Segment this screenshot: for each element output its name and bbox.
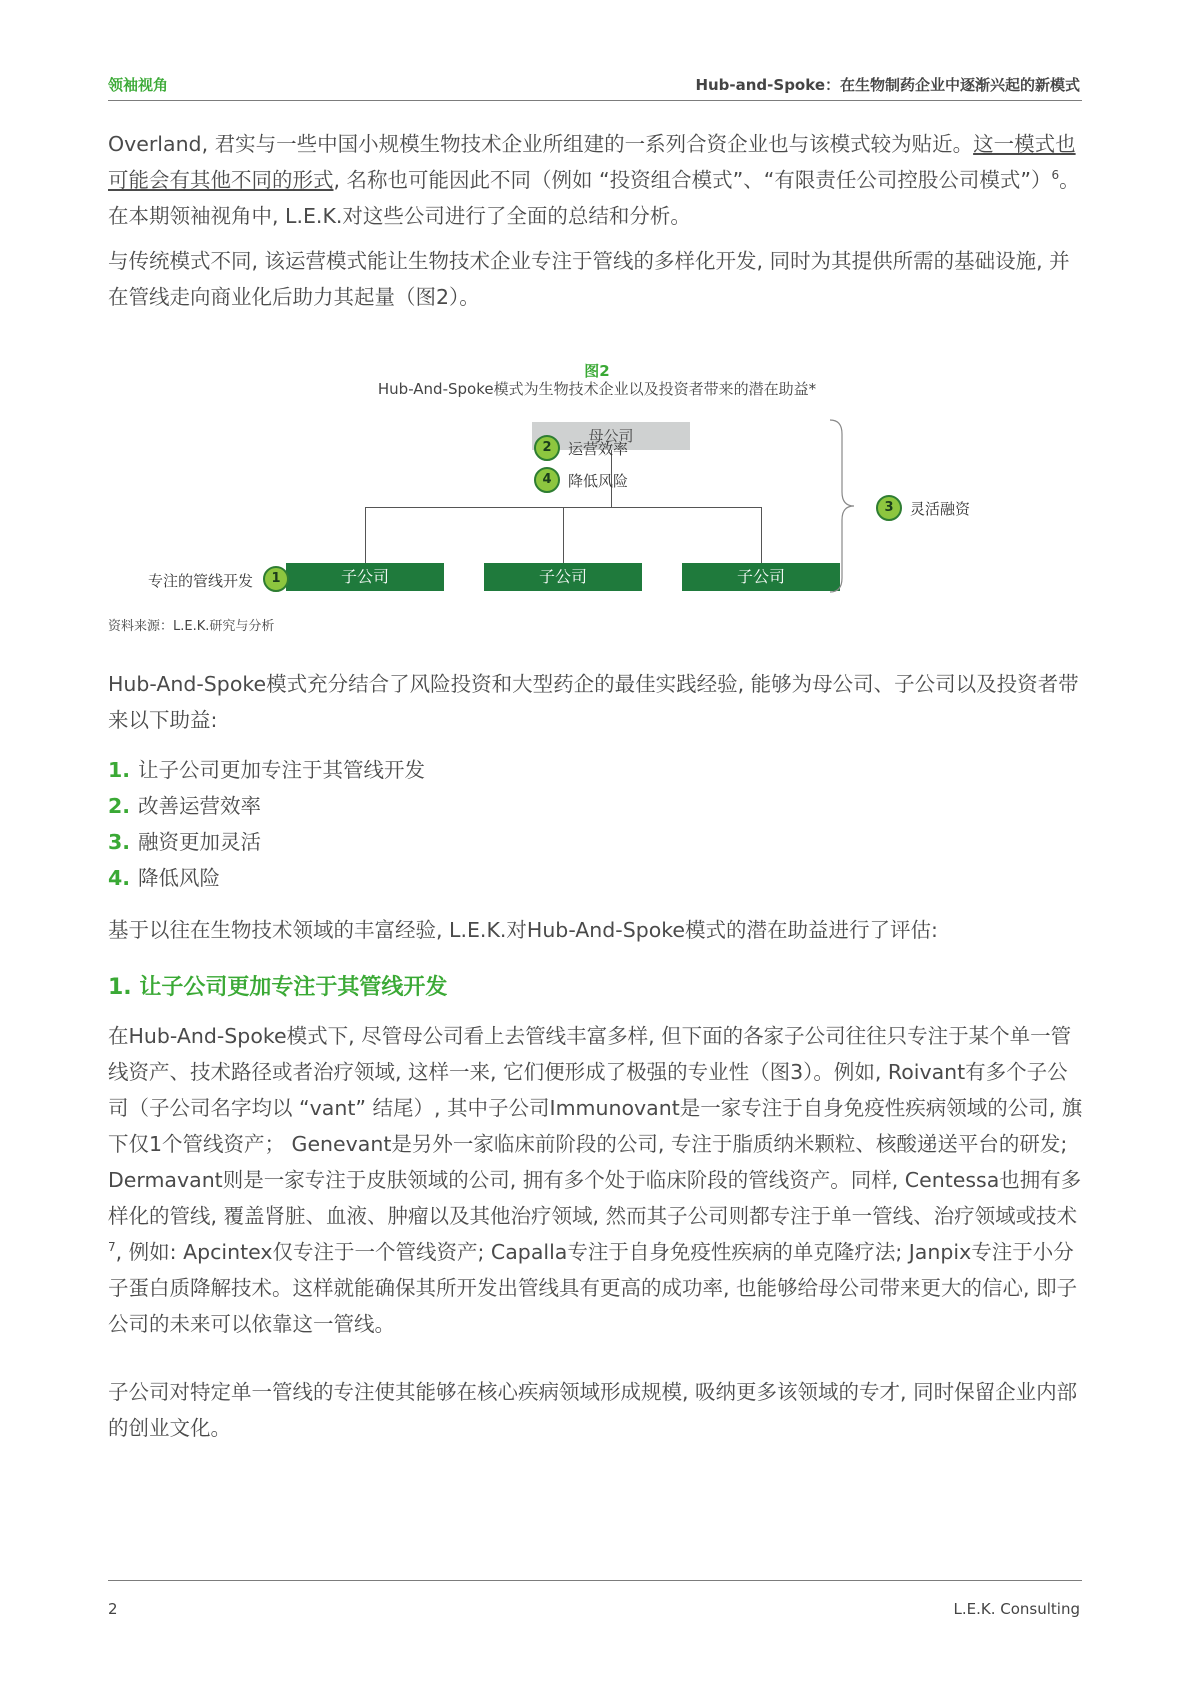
intro-paragraph-2: 与传统模式不同, 该运营模式能让生物技术企业专注于管线的多样化开发, 同时为其提供所需的基础设施, 并在管线走向商业化后助力其起量（图2）。	[108, 249, 1070, 309]
subsidiary-box-1: 子公司	[286, 563, 444, 591]
figure-2	[108, 360, 1086, 640]
benefit-ops-label: 运营效率	[568, 440, 629, 458]
footer-brand: L.E.K. Consulting	[953, 1600, 1080, 1618]
benefit-risk-label: 降低风险	[568, 472, 629, 490]
figure-number: 图2	[584, 362, 610, 380]
intro-p1-start: Overland, 君实与一些中国小规模生物技术企业所组建的一系列合资企业也与该模式较为贴近。	[108, 132, 974, 156]
connector-right	[761, 507, 762, 563]
list-number: 3.	[108, 830, 131, 854]
benefit-finance-label: 灵活融资	[910, 500, 971, 518]
subsidiary-box-3: 子公司	[682, 563, 840, 591]
right-brace	[828, 418, 868, 596]
benefits-list	[108, 752, 425, 896]
list-text: 降低风险	[138, 866, 220, 890]
footnote-ref-6: 6	[1051, 168, 1060, 183]
document-title: Hub-and-Spoke：在生物制药企业中逐渐兴起的新模式	[695, 76, 1080, 94]
connector-middle	[563, 507, 564, 563]
intro-p1-mid: , 名称也可能因此不同（例如 “投资组合模式”、“有限责任公司控股公司模式”）	[333, 168, 1052, 192]
list-number: 4.	[108, 866, 131, 890]
section-1-p1-b: , 例如: Apcintex仅专注于一个管线资产; Capalla专注于自身免疫性疾病的单克隆疗法; Janpix专注于小分子蛋白质降解技术。这样就能确保其所开发出管线具有更高的成功率, 也能够给母公司带来更大的信心, 即子公司的未来可以依靠这一管线。	[108, 1240, 1078, 1336]
section-1-paragraph-1	[108, 1018, 1086, 1342]
list-text: 改善运营效率	[138, 794, 261, 818]
section-heading-1: 1. 让子公司更加专注于其管线开发	[108, 975, 448, 1000]
figure-source: 资料来源：L.E.K.研究与分析	[108, 619, 275, 634]
benefit-2-badge: 2	[534, 435, 560, 461]
list-text: 融资更加灵活	[138, 830, 261, 854]
list-item	[108, 788, 425, 824]
intro-paragraph-1	[108, 126, 1086, 234]
list-number: 1.	[108, 758, 131, 782]
parent-company-box: 母公司	[532, 422, 690, 450]
section-1-paragraph-2: 子公司对特定单一管线的专注使其能够在核心疾病领域形成规模, 吸纳更多该领域的专才, 同时保留企业内部的创业文化。	[108, 1380, 1078, 1440]
benefit-3-badge: 3	[876, 495, 902, 521]
intro-p1-end: 。在本期领袖视角中, L.E.K.对这些公司进行了全面的总结和分析。	[108, 168, 1080, 228]
list-text: 让子公司更加专注于其管线开发	[138, 758, 425, 782]
header-divider	[108, 100, 1082, 101]
benefit-focus-label: 专注的管线开发	[148, 572, 254, 590]
list-item	[108, 752, 425, 788]
footnote-ref-7: 7	[108, 1240, 116, 1255]
list-item	[108, 824, 425, 860]
benefits-intro: Hub-And-Spoke模式充分结合了风险投资和大型药企的最佳实践经验, 能够为母公司、子公司以及投资者带来以下助益:	[108, 672, 1079, 732]
figure-title: Hub-And-Spoke模式为生物技术企业以及投资者带来的潜在助益*	[377, 380, 817, 398]
intro-p1-underlined: 这一模式也可能会有其他不同的形式	[108, 132, 1076, 192]
evaluation-intro: 基于以往在生物技术领域的丰富经验, L.E.K.对Hub-And-Spoke模式的潜在助益进行了评估:	[108, 918, 938, 942]
page-number: 2	[108, 1600, 118, 1618]
subsidiary-box-2: 子公司	[484, 563, 642, 591]
benefit-4-badge: 4	[534, 467, 560, 493]
footer-divider	[108, 1580, 1082, 1581]
section-1-p1-a: 在Hub-And-Spoke模式下, 尽管母公司看上去管线丰富多样, 但下面的各家子公司往往只专注于某个单一管线资产、技术路径或者治疗领域, 这样一来, 它们便形成了极强的专业性（图3）。例如, Roivant有多个子公司（子公司名字均以 “vant” 结尾）, 其中子公司Immunovant是一家专注于自身免疫性疾病领域的公司, 旗下仅1个管线资产； Genevant是另外一家临床前阶段的公司, 专注于脂质纳米颗粒、核酸递送平台的研发; Dermavant则是一家专注于皮肤领域的公司, 拥有多个处于临床阶段的管线资产。同样, Centessa也拥有多样化的管线, 覆盖肾脏、血液、肿瘤以及其他治疗领域, 然而其子公司则都专注于单一管线、治疗领域或技术	[108, 1024, 1083, 1228]
benefit-1-badge: 1	[263, 566, 289, 592]
list-item	[108, 860, 425, 896]
list-number: 2.	[108, 794, 131, 818]
connector-left	[365, 507, 366, 563]
section-label: 领袖视角	[108, 76, 169, 94]
